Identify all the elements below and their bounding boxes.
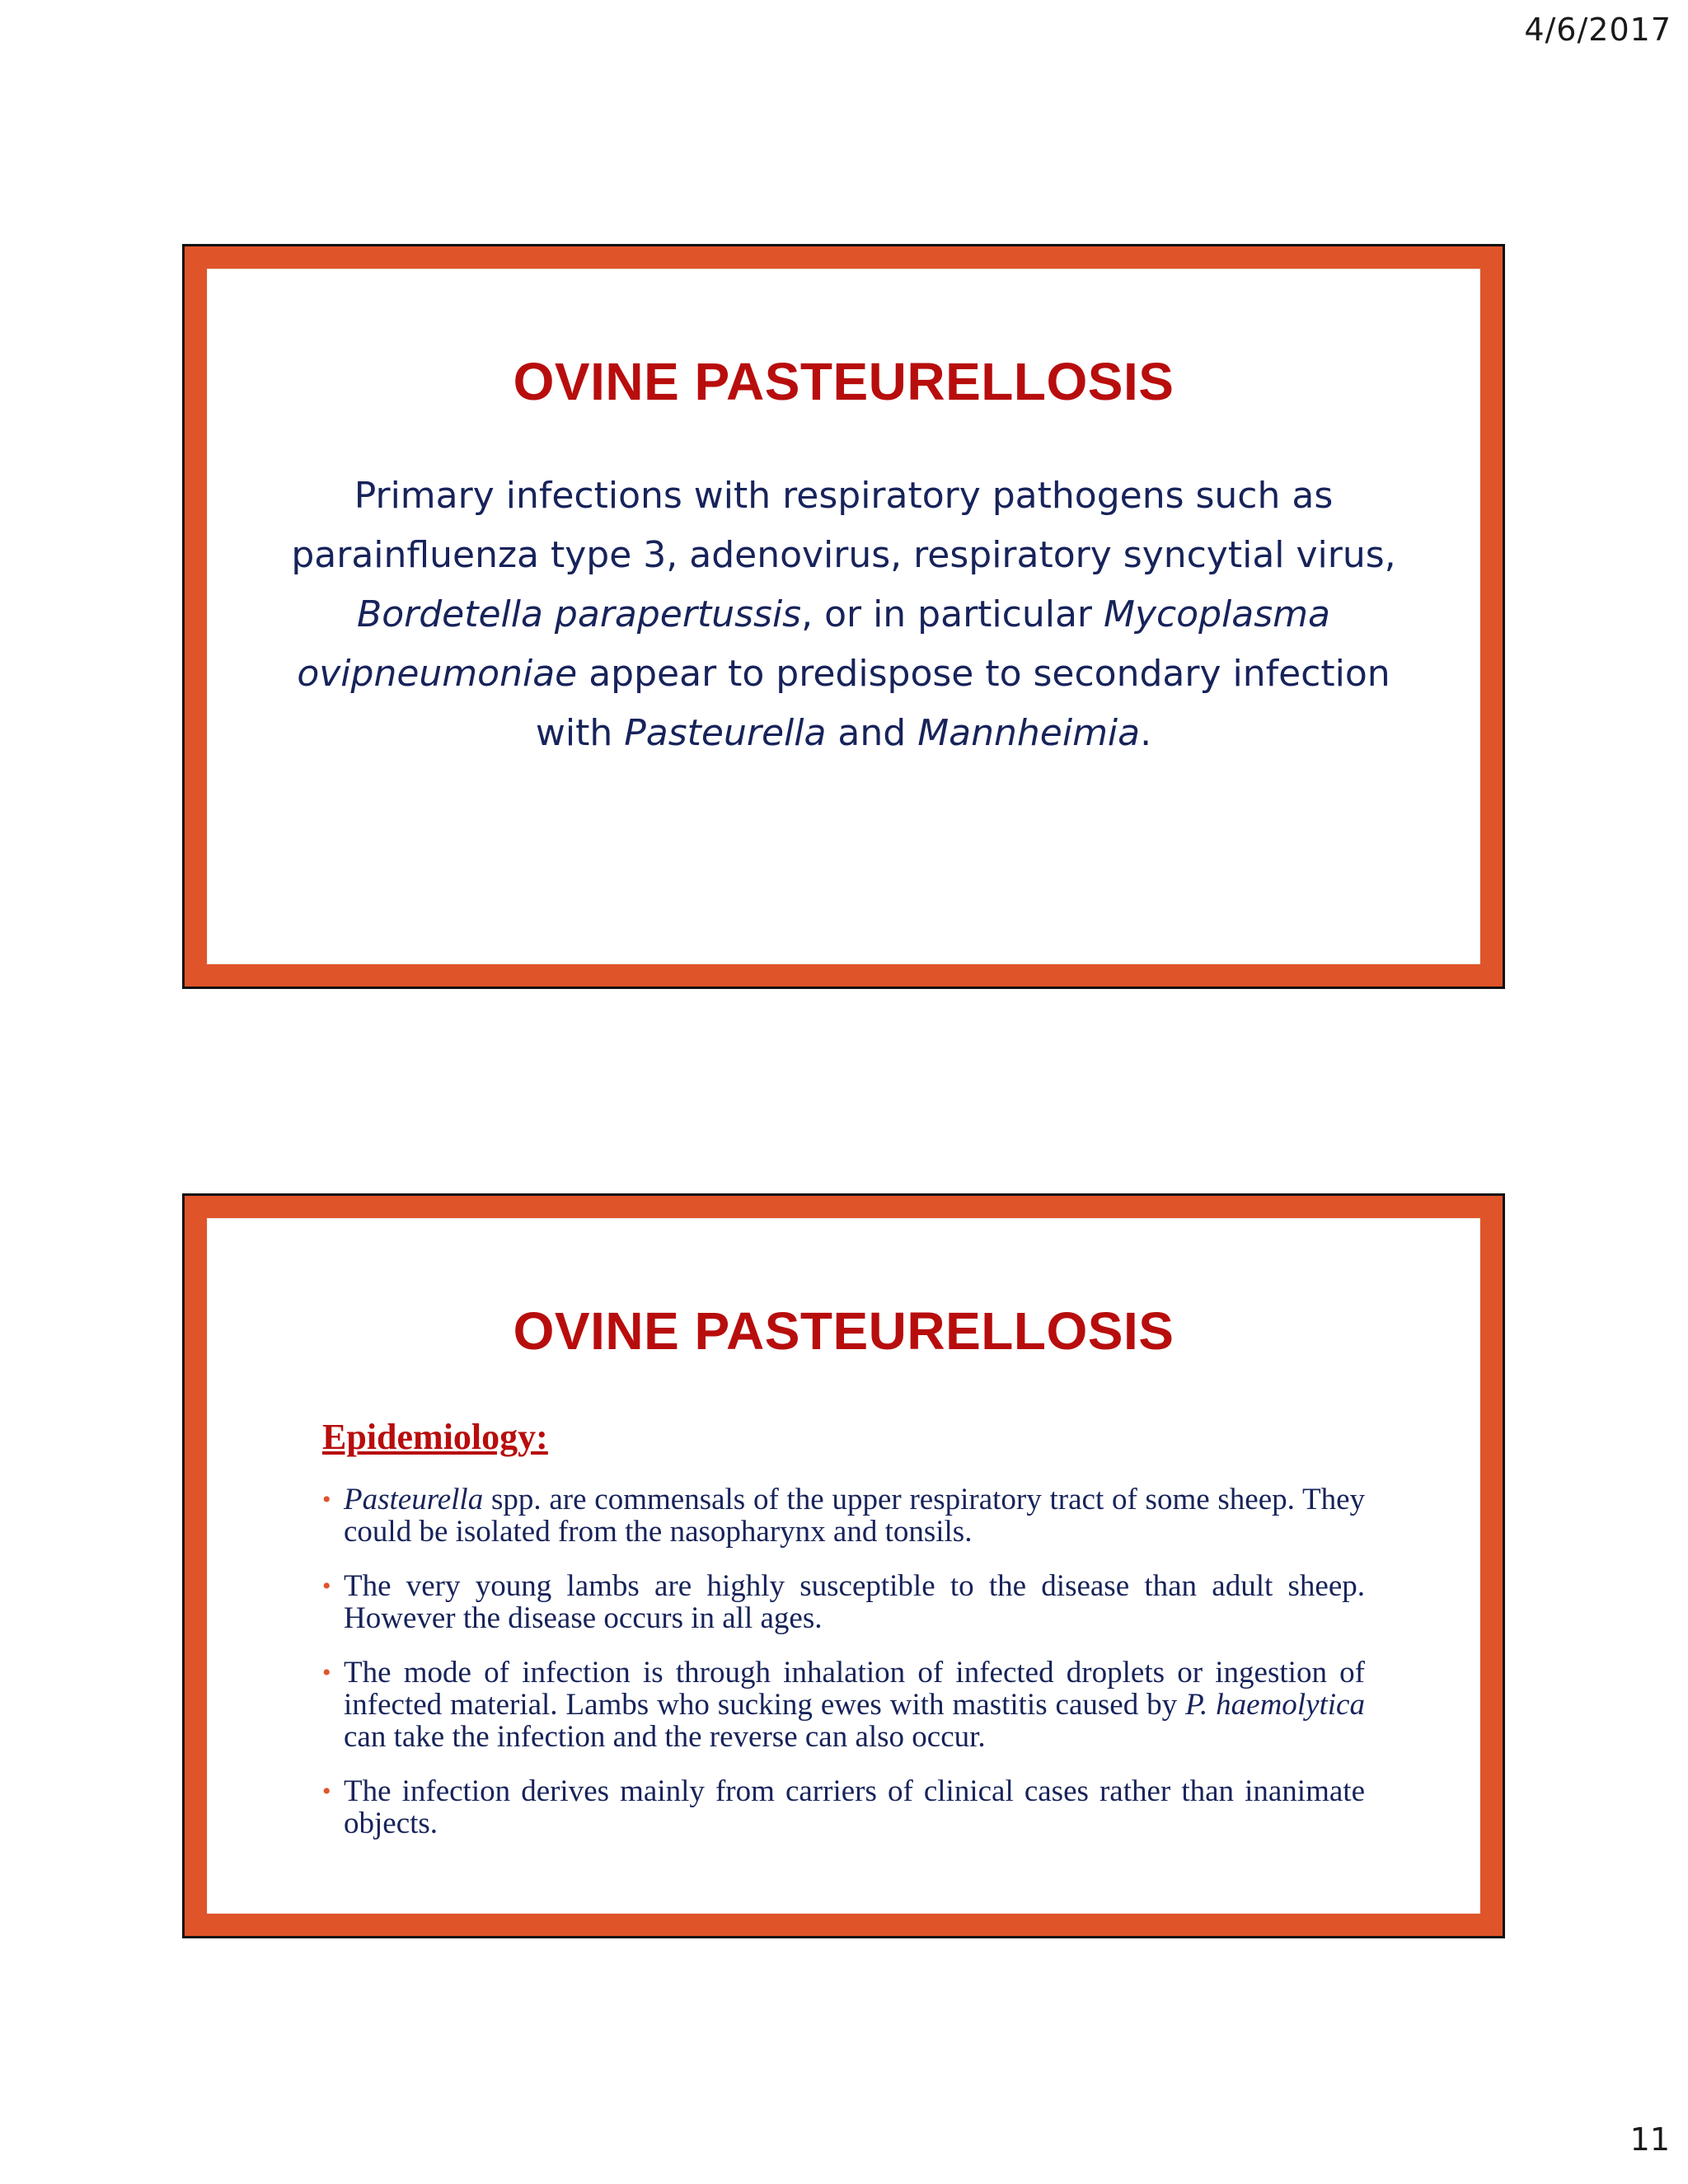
slide-content: [207, 1218, 1480, 1914]
page-date: 4/6/2017: [1524, 12, 1672, 48]
bullet-text: The mode of infection is through inhalation of infected droplets or ingestion of infected material. Lambs who sucking ewes with mastitis caused by: [344, 1656, 1365, 1722]
genus-name: Pasteurella: [344, 1483, 484, 1516]
slide-title: OVINE PASTEURELLOSIS: [513, 352, 1175, 411]
intro-text: appear to predispose to secondary infection with: [535, 653, 1390, 754]
bullet-text: can take the infection and the reverse can also occur.: [344, 1720, 986, 1754]
species-name: Mycoplasma ovipneumoniae: [297, 593, 1330, 695]
bullet-item: [322, 1483, 1365, 1548]
intro-text: and: [826, 712, 918, 754]
slide-content: [207, 269, 1480, 964]
bullet-dot-icon: •: [322, 1659, 331, 1686]
slide-epidemiology: [182, 1193, 1505, 1938]
bullet-list: [322, 1483, 1365, 1862]
species-name: P. haemolytica: [1185, 1688, 1365, 1722]
bullet-text: spp. are commensals of the upper respiratory tract of some sheep. They could be isolated from the nasopharynx and tonsils.: [344, 1483, 1365, 1549]
intro-paragraph: [289, 466, 1398, 763]
section-heading: Epidemiology:: [322, 1417, 548, 1457]
bullet-dot-icon: •: [322, 1572, 331, 1600]
genus-name: Mannheimia: [917, 712, 1141, 754]
intro-text: .: [1140, 712, 1152, 754]
intro-text: , or in particular: [801, 593, 1104, 635]
slide-title: OVINE PASTEURELLOSIS: [513, 1301, 1175, 1361]
bullet-item: [322, 1570, 1365, 1634]
bullet-item: [322, 1657, 1365, 1753]
intro-text: Primary infections with respiratory pathogens such as parainfluenza type 3, adenovirus, respiratory syncytial virus,: [291, 475, 1396, 576]
species-name: Bordetella parapertussis: [357, 593, 802, 635]
bullet-text: The infection derives mainly from carriers of clinical cases rather than inanimate objects.: [344, 1774, 1365, 1840]
slide-intro: [182, 244, 1505, 989]
page-number: 11: [1629, 2121, 1670, 2158]
bullet-item: [322, 1775, 1365, 1840]
bullet-dot-icon: •: [322, 1778, 331, 1805]
genus-name: Pasteurella: [624, 712, 827, 754]
bullet-text: The very young lambs are highly susceptible to the disease than adult sheep. However the disease occurs in all ages.: [344, 1569, 1365, 1635]
bullet-dot-icon: •: [322, 1486, 331, 1513]
